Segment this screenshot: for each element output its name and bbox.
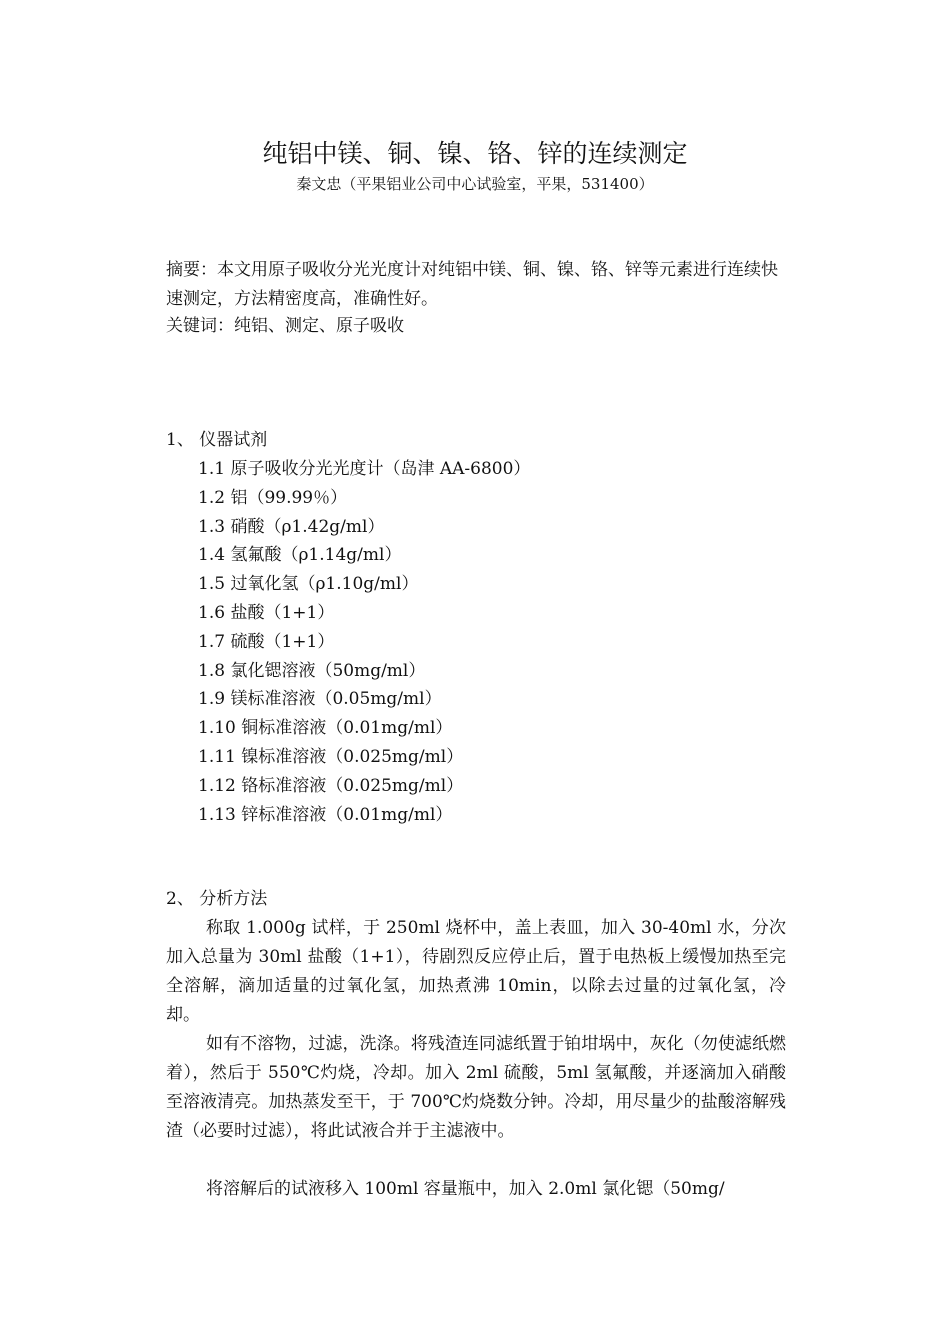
list-item: 1.4 氢氟酸（ρ1.14g/ml） (198, 545, 402, 566)
document-title: 纯铝中镁、铜、镍、铬、锌的连续测定 (262, 139, 688, 168)
list-item: 1.7 硫酸（1+1） (198, 631, 335, 652)
reagent-list (198, 455, 530, 829)
abstract: 摘要：本文用原子吸收分光光度计对纯铝中镁、铜、镍、铬、锌等元素进行连续快速测定，方法精密度高，准确性好。 (166, 260, 778, 309)
list-item: 1.10 铜标准溶液（0.01mg/ml） (198, 718, 453, 739)
method-paragraph-2: 如有不溶物，过滤，洗涤。将残渣连同滤纸置于铂坩埚中，灰化（勿使滤纸燃着），然后于 550℃灼烧，冷却。加入 2ml 硫酸，5ml 氢氟酸，并逐滴加入硝酸至溶液清亮。加热蒸发至干，于 700℃灼烧数分钟。冷却，用尽量少的盐酸溶解残渣（必要时过滤），将此试液合并于主滤液中。 (166, 1034, 786, 1141)
list-item: 1.2 铝（99.99％） (198, 487, 348, 508)
list-item: 1.12 铬标准溶液（0.025mg/ml） (198, 775, 464, 796)
section-heading-method: 2、 分析方法 (166, 889, 268, 909)
list-item: 1.6 盐酸（1+1） (198, 602, 335, 623)
list-item: 1.8 氯化锶溶液（50mg/ml） (198, 660, 426, 681)
list-item: 1.1 原子吸收分光光度计（岛津 AA-6800） (198, 459, 531, 479)
method-paragraph-3: 将溶解后的试液移入 100ml 容量瓶中，加入 2.0ml 氯化锶（50mg/ (206, 1179, 725, 1199)
section-heading-instruments: 1、 仪器试剂 (166, 430, 268, 450)
list-item: 1.9 镁标准溶液（0.05mg/ml） (198, 689, 442, 710)
list-item: 1.3 硝酸（ρ1.42g/ml） (198, 516, 385, 537)
author-affiliation: 秦文忠（平果铝业公司中心试验室，平果，531400） (296, 175, 654, 193)
list-item: 1.13 锌标准溶液（0.01mg/ml） (198, 804, 453, 825)
method-paragraph-1: 称取 1.000g 试样，于 250ml 烧杯中，盖上表皿，加入 30-40ml 水，分次加入总量为 30ml 盐酸（1+1），待剧烈反应停止后，置于电热板上缓慢加热至完全溶解，滴加适量的过氧化氢，加热煮沸 10min，以除去过量的过氧化氢，冷却。 (166, 918, 786, 1025)
keywords: 关键词：纯铝、测定、原子吸收 (166, 316, 404, 336)
list-item: 1.11 镍标准溶液（0.025mg/ml） (198, 746, 464, 767)
list-item: 1.5 过氧化氢（ρ1.10g/ml） (198, 574, 419, 595)
